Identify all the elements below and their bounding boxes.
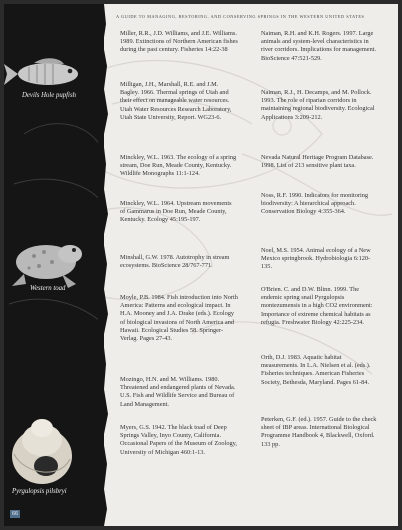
- reference-entry: Milligan, J.H., Marshall, R.E. and J.M. Bagley. 1966. Thermal springs of Utah and their effect on manageable water resources. Utah Water Resources Research Laboratory, Utah State University, Report. WG23-6.: [120, 81, 232, 121]
- illustration-sidebar: [4, 4, 104, 526]
- reference-entry: Moyle, P.B. 1984. Fish introduction into North America: Patterns and ecological impact. In H.A. Mooney and J.A. Drake (eds.). Ecology of biological invasions of North America and Hawaii. Ecological Studies 58. Springer-Verlag. Pages 27-43.: [120, 294, 238, 343]
- reference-entry: Nevada Natural Heritage Program Database. 1998. List of 213 sensitive plant taxa.: [261, 154, 374, 170]
- reference-entry: Noss, R.F. 1990. Indicators for monitoring biodiversity: A hierarchical approach. Conservation Biology 4:355-364.: [261, 192, 369, 216]
- reference-entry: O'Brien. C. and D.W. Blinn. 1999. The endemic spring snail Pyrgulopsis montezumensis in a high CO2 environment: Importance of extreme chemical habitats as refugia. Freshwater Biology 42:225-234.: [261, 286, 373, 326]
- snail-label: Pyrgulopsis pilsbryi: [12, 488, 67, 495]
- pupfish-illustration: [4, 58, 78, 85]
- reference-entry: Minckley, W.L. 1964. Upstream movements of Gammarus in Doe Run, Meade County, Kentucky. Ecology 45:195-197.: [120, 200, 232, 224]
- reference-entry: Peterken, G.F. (ed.). 1957. Guide to the check sheet of IBP areas. International Biological Programme Handbook 4, Blackwell, Oxford. 133 pp.: [261, 416, 377, 448]
- toad-label: Western toad: [30, 285, 66, 292]
- reference-entry: Miller, R.R., J.D. Williams, and J.E. Williams. 1989. Extinctions of Northern American fishes during the past century. Fisheries 14:22-38: [120, 30, 238, 54]
- snail-illustration: [12, 419, 72, 484]
- page-number: 66: [11, 511, 19, 517]
- reference-entry: Naiman, R.J., H. Decamps, and M. Pollock. 1993. The role of riparian corridors in maintaining regional biodiversity. Ecological Applications 3:209-212.: [261, 89, 375, 121]
- reference-entry: Minckley, W.L. 1963. The ecology of a spring stream, Doe Run, Meade County, Kentucky. Wildlife Monographs 11:1-124.: [120, 154, 237, 178]
- torn-paper-edge: [98, 4, 112, 526]
- reference-entry: Naiman, R.H. and K.H. Rogers. 1997. Large animals and system-level characteristics in river corridors. Implications for management. BioScience 47:521-529.: [261, 30, 377, 62]
- toad-illustration: [12, 245, 82, 288]
- pupfish-label: Devils Hole pupfish: [22, 92, 76, 99]
- reference-entry: Myers, G.S. 1942. The black toad of Deep Springs Valley, Inyo County, California. Occasional Papers of the Museum of Zoology, University of Michigan 460:1-13.: [120, 424, 237, 456]
- reference-entry: Noel, M.S. 1954. Animal ecology of a New Mexico springbrook. Hydrobiologia 6:120-135.: [261, 247, 371, 271]
- running-header: A GUIDE TO MANAGING, RESTORING, AND CONSERVING SPRINGS IN THE WESTERN UNITED STATES: [116, 14, 365, 19]
- page: [4, 4, 398, 526]
- reference-entry: Mozingo, H.N. and M. Williams. 1980. Threatened and endangered plants of Nevada. U.S. Fish and Wildlife Service and Bureau of Land Management.: [120, 376, 236, 408]
- reference-entry: Orth, D.J. 1983. Aquatic habitat measurements. In L.A. Nielsen et al. (eds.). Fisheries techniques. American Fisheries Society, Bethesda, Maryland. Pages 61-84.: [261, 354, 371, 386]
- reference-entry: Minshall, G.W. 1978. Autotrophy in stream ecosystems. BioScience 28/767-771.: [120, 254, 230, 270]
